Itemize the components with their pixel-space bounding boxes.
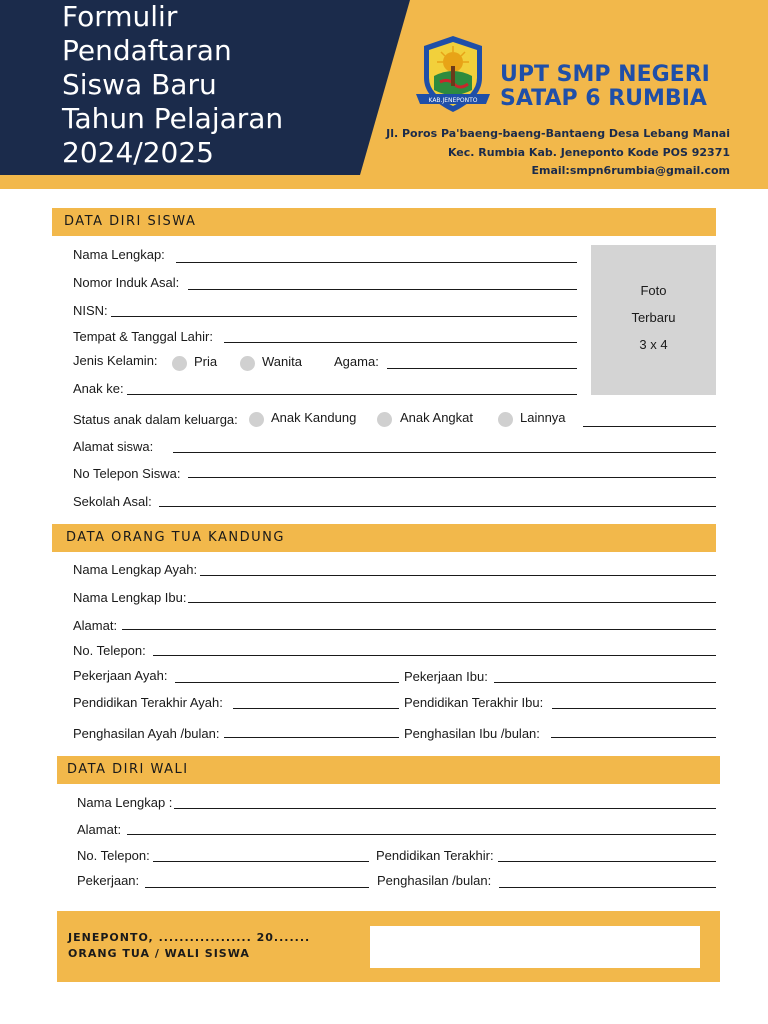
label-wanita: Wanita	[262, 354, 302, 369]
radio-wanita[interactable]	[240, 356, 255, 371]
input-pendidikan-wali[interactable]	[498, 861, 716, 862]
label-penghasilan-wali: Penghasilan /bulan:	[377, 873, 492, 888]
input-alamat-wali[interactable]	[127, 834, 716, 835]
signature-box[interactable]	[370, 926, 700, 968]
input-pendidikan-ibu[interactable]	[552, 708, 716, 709]
input-status-lainnya[interactable]	[583, 426, 716, 427]
label-pria: Pria	[194, 354, 218, 369]
input-sekolah-asal[interactable]	[159, 506, 716, 507]
input-pekerjaan-ibu[interactable]	[494, 682, 716, 683]
input-pendidikan-ayah[interactable]	[233, 708, 399, 709]
school-email: Email:smpn6rumbia@gmail.com	[531, 164, 730, 177]
label-nama-siswa: Nama Lengkap:	[73, 247, 165, 262]
section-title-orang-tua: DATA ORANG TUA KANDUNG	[66, 530, 285, 545]
section-title-wali: DATA DIRI WALI	[67, 762, 189, 777]
label-pekerjaan-ayah: Pekerjaan Ayah:	[73, 668, 168, 683]
input-telepon-wali[interactable]	[153, 861, 369, 862]
input-telepon-siswa[interactable]	[188, 477, 716, 478]
label-pendidikan-ibu: Pendidikan Terakhir Ibu:	[404, 695, 544, 710]
photo-placeholder	[591, 245, 716, 395]
label-nama-wali: Nama Lengkap :	[77, 795, 173, 810]
label-pekerjaan-ibu: Pekerjaan Ibu:	[404, 669, 488, 684]
label-penghasilan-ayah: Penghasilan Ayah /bulan:	[73, 726, 220, 741]
form-title-line-3: Siswa Baru	[62, 68, 217, 101]
label-nama-ayah: Nama Lengkap Ayah:	[73, 562, 198, 577]
radio-pria[interactable]	[172, 356, 187, 371]
label-agama: Agama:	[334, 354, 379, 369]
input-nama-siswa[interactable]	[176, 262, 577, 263]
label-alamat-ortu: Alamat:	[73, 618, 118, 633]
label-pendidikan-ayah: Pendidikan Terakhir Ayah:	[73, 695, 223, 710]
photo-label-2: Terbaru	[631, 310, 676, 325]
school-name-line-2: SATAP 6 RUMBIA	[500, 86, 707, 111]
input-nama-ibu[interactable]	[188, 602, 716, 603]
input-telepon-ortu[interactable]	[153, 655, 716, 656]
photo-label-3: 3 x 4	[639, 337, 668, 352]
school-address: Jl. Poros Pa'baeng-baeng-Bantaeng Desa Lebang Manai	[386, 127, 730, 140]
label-telepon-ortu: No. Telepon:	[73, 643, 146, 658]
section-title-siswa: DATA DIRI SISWA	[64, 214, 197, 229]
photo-label-1: Foto	[640, 283, 667, 298]
label-ttl: Tempat & Tanggal Lahir:	[73, 329, 213, 344]
label-anak-angkat: Anak Angkat	[400, 410, 473, 425]
label-nomor-induk: Nomor Induk Asal:	[73, 275, 180, 290]
input-pekerjaan-wali[interactable]	[145, 887, 369, 888]
label-pekerjaan-wali: Pekerjaan:	[77, 873, 140, 888]
label-sekolah-asal: Sekolah Asal:	[73, 494, 152, 509]
input-ttl[interactable]	[224, 342, 577, 343]
radio-anak-kandung[interactable]	[249, 412, 264, 427]
label-telepon-wali: No. Telepon:	[77, 848, 150, 863]
input-nama-ayah[interactable]	[200, 575, 716, 576]
input-nama-wali[interactable]	[174, 808, 716, 809]
label-nisn: NISN:	[73, 303, 108, 318]
footer-place-date: JENEPONTO, .................. 20.......	[68, 931, 311, 944]
section-bar-orang-tua	[52, 524, 716, 552]
radio-anak-angkat[interactable]	[377, 412, 392, 427]
school-name-line-1: UPT SMP NEGERI	[500, 62, 710, 87]
label-jenis-kelamin: Jenis Kelamin:	[73, 353, 158, 368]
school-logo-icon	[410, 32, 496, 118]
input-agama[interactable]	[387, 368, 577, 369]
label-anak-ke: Anak ke:	[73, 381, 124, 396]
input-anak-ke[interactable]	[127, 394, 577, 395]
input-pekerjaan-ayah[interactable]	[175, 682, 399, 683]
form-title-line-5: 2024/2025	[62, 136, 214, 169]
input-penghasilan-ayah[interactable]	[224, 737, 399, 738]
label-lainnya: Lainnya	[520, 410, 566, 425]
label-alamat-siswa: Alamat siswa:	[73, 439, 154, 454]
label-nama-ibu: Nama Lengkap Ibu:	[73, 590, 187, 605]
label-status-anak: Status anak dalam keluarga:	[73, 412, 238, 427]
input-penghasilan-wali[interactable]	[499, 887, 716, 888]
input-alamat-siswa[interactable]	[173, 452, 716, 453]
footer-signer: ORANG TUA / WALI SISWA	[68, 947, 250, 960]
label-penghasilan-ibu: Penghasilan Ibu /bulan:	[404, 726, 540, 741]
input-penghasilan-ibu[interactable]	[551, 737, 716, 738]
radio-lainnya[interactable]	[498, 412, 513, 427]
section-bar-siswa	[52, 208, 716, 236]
label-telepon-siswa: No Telepon Siswa:	[73, 466, 181, 481]
label-anak-kandung: Anak Kandung	[271, 410, 357, 425]
section-bar-wali	[57, 756, 720, 784]
input-alamat-ortu[interactable]	[122, 629, 716, 630]
form-title-line-4: Tahun Pelajaran	[62, 102, 284, 135]
input-nisn[interactable]	[111, 316, 577, 317]
form-title-line-2: Pendaftaran	[62, 34, 232, 67]
school-district: Kec. Rumbia Kab. Jeneponto Kode POS 92371	[447, 146, 730, 159]
label-alamat-wali: Alamat:	[77, 822, 122, 837]
svg-text:KAB.JENEPONTO: KAB.JENEPONTO	[428, 97, 478, 104]
input-nomor-induk[interactable]	[188, 289, 577, 290]
form-title-line-1: Formulir	[62, 0, 178, 33]
label-pendidikan-wali: Pendidikan Terakhir:	[376, 848, 494, 863]
